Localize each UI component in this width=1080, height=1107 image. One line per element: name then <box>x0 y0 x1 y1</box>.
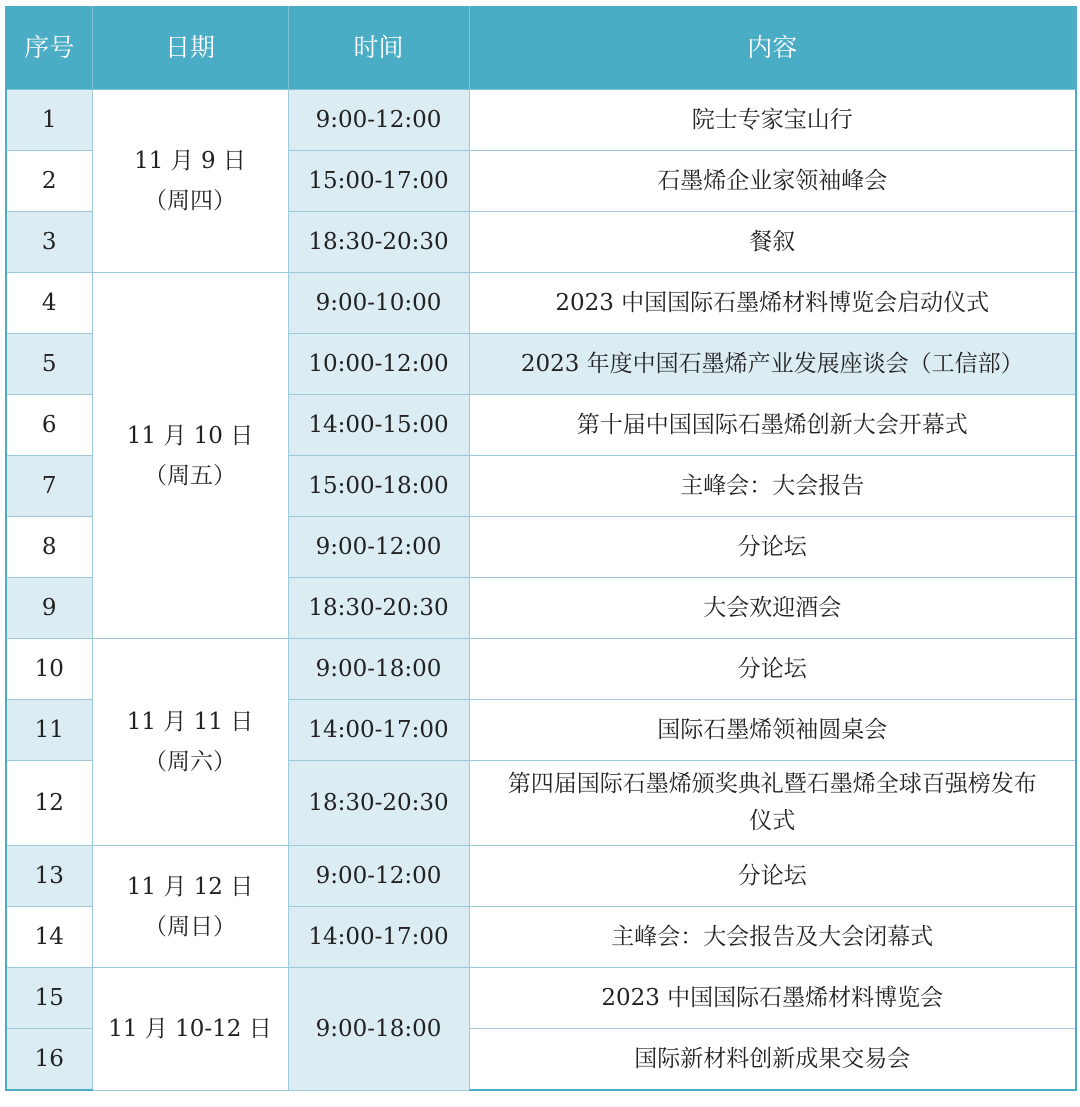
row-content: 2023 中国国际石墨烯材料博览会启动仪式 <box>469 273 1076 334</box>
row-seq: 10 <box>6 639 92 700</box>
date-line: 11 月 12 日 <box>126 873 254 900</box>
date-cell <box>92 639 288 846</box>
row-content: 餐叙 <box>469 212 1076 273</box>
date-line: 11 月 11 日 <box>126 709 254 735</box>
row-time: 9:00-12:00 <box>288 517 469 578</box>
row-time: 14:00-17:00 <box>288 907 469 968</box>
row-seq: 13 <box>6 846 92 907</box>
header-seq: 序号 <box>6 6 92 90</box>
row-seq: 15 <box>6 968 92 1029</box>
header-content: 内容 <box>469 6 1076 90</box>
row-seq: 7 <box>6 456 92 517</box>
row-time: 14:00-15:00 <box>288 395 469 456</box>
row-content: 分论坛 <box>469 517 1076 578</box>
weekday-line: （周五） <box>144 462 236 489</box>
row-content: 主峰会：大会报告 <box>469 456 1076 517</box>
row-time: 9:00-18:00 <box>288 968 469 1091</box>
date-cell <box>92 846 288 968</box>
schedule-table <box>5 6 1077 1091</box>
schedule-table-wrapper <box>5 6 1077 1091</box>
table-row <box>6 968 1076 1029</box>
row-seq: 16 <box>6 1029 92 1091</box>
weekday-line: （周四） <box>144 188 236 214</box>
date-cell <box>92 90 288 273</box>
row-content: 分论坛 <box>469 639 1076 700</box>
weekday-line: （周六） <box>144 749 236 775</box>
row-time: 15:00-18:00 <box>288 456 469 517</box>
date-line: 11 月 10 日 <box>126 422 254 449</box>
row-seq: 12 <box>6 761 92 846</box>
row-content: 国际新材料创新成果交易会 <box>469 1029 1076 1091</box>
row-content: 国际石墨烯领袖圆桌会 <box>469 700 1076 761</box>
row-time: 9:00-12:00 <box>288 846 469 907</box>
row-content: 院士专家宝山行 <box>469 90 1076 151</box>
header-time: 时间 <box>288 6 469 90</box>
row-content: 石墨烯企业家领袖峰会 <box>469 151 1076 212</box>
row-time: 9:00-10:00 <box>288 273 469 334</box>
row-time: 9:00-18:00 <box>288 639 469 700</box>
row-time: 18:30-20:30 <box>288 578 469 639</box>
row-content: 第四届国际石墨烯颁奖典礼暨石墨烯全球百强榜发布仪式 <box>469 761 1076 846</box>
row-seq: 3 <box>6 212 92 273</box>
table-row <box>6 90 1076 151</box>
row-seq: 2 <box>6 151 92 212</box>
row-content: 2023 中国国际石墨烯材料博览会 <box>469 968 1076 1029</box>
row-seq: 11 <box>6 700 92 761</box>
row-seq: 9 <box>6 578 92 639</box>
row-time: 15:00-17:00 <box>288 151 469 212</box>
header-date: 日期 <box>92 6 288 90</box>
table-row <box>6 639 1076 700</box>
row-seq: 6 <box>6 395 92 456</box>
date-line: 11 月 9 日 <box>134 148 246 174</box>
date-cell <box>92 968 288 1091</box>
table-row <box>6 273 1076 334</box>
row-seq: 8 <box>6 517 92 578</box>
row-content: 第十届中国国际石墨烯创新大会开幕式 <box>469 395 1076 456</box>
date-line: 11 月 10-12 日 <box>108 1015 272 1042</box>
row-seq: 1 <box>6 90 92 151</box>
row-seq: 4 <box>6 273 92 334</box>
weekday-line: （周日） <box>144 913 236 940</box>
row-seq: 5 <box>6 334 92 395</box>
table-row <box>6 846 1076 907</box>
row-time: 9:00-12:00 <box>288 90 469 151</box>
row-time: 18:30-20:30 <box>288 212 469 273</box>
row-time: 10:00-12:00 <box>288 334 469 395</box>
date-cell <box>92 273 288 639</box>
row-content: 主峰会：大会报告及大会闭幕式 <box>469 907 1076 968</box>
row-content: 大会欢迎酒会 <box>469 578 1076 639</box>
row-time: 14:00-17:00 <box>288 700 469 761</box>
row-time: 18:30-20:30 <box>288 761 469 846</box>
row-seq: 14 <box>6 907 92 968</box>
row-content: 分论坛 <box>469 846 1076 907</box>
row-content: 2023 年度中国石墨烯产业发展座谈会（工信部） <box>469 334 1076 395</box>
table-header-row <box>6 6 1076 90</box>
